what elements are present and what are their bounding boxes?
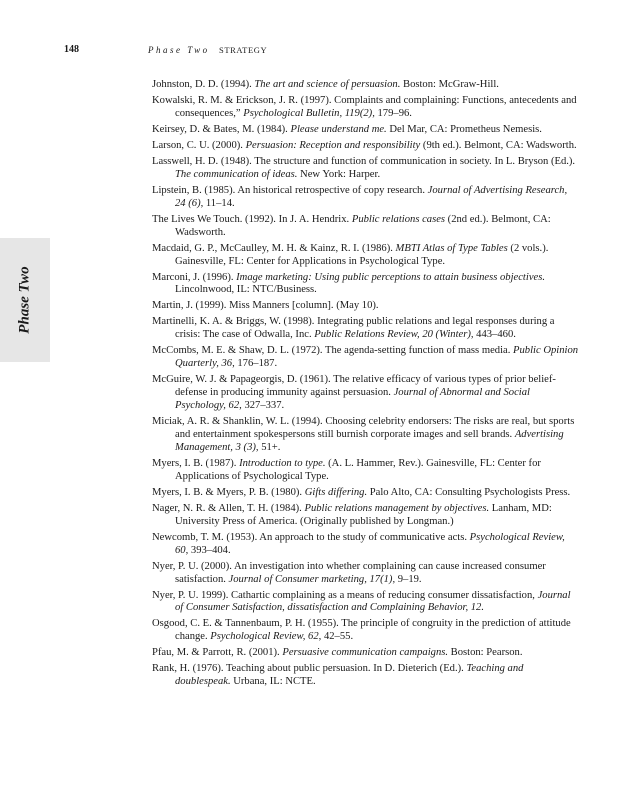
reference-text: Urbana, IL: NCTE.	[230, 676, 316, 688]
reference-text: Boston: McGraw-Hill.	[400, 79, 499, 90]
reference-source-title: Psychological Review, 62,	[210, 631, 322, 643]
reference-text: 179–96.	[374, 107, 412, 119]
page-number: 148	[64, 44, 79, 55]
reference-entry	[152, 503, 579, 529]
reference-source-title: Teaching and doublespeak.	[175, 663, 524, 688]
reference-text: New York: Harper.	[297, 168, 381, 180]
reference-text: (2 vols.). Gainesville, FL: Center for Applications in Psychological Type.	[175, 242, 549, 267]
reference-text: Lincolnwood, IL: NTC/Business.	[175, 284, 317, 296]
reference-text: The Lives We Touch. (1992). In J. A. Hendrix.	[152, 213, 352, 225]
reference-text: 11–14.	[203, 197, 235, 209]
reference-text: 443–460.	[473, 329, 516, 341]
reference-entry	[152, 140, 579, 153]
reference-text: (9th ed.). Belmont, CA: Wadsworth.	[420, 139, 577, 151]
reference-source-title: Journal of Consumer Satisfaction, dissatisfaction and Complaining Behavior, 12.	[175, 589, 571, 614]
reference-entry	[152, 185, 579, 211]
reference-source-title: Gifts differing.	[304, 486, 368, 498]
reference-entry	[152, 345, 579, 371]
reference-entry	[152, 458, 579, 484]
reference-text: Larson, C. U. (2000).	[152, 139, 246, 151]
reference-source-title: Psychological Review, 60,	[175, 531, 565, 556]
reference-text: Boston: Pearson.	[448, 647, 523, 659]
reference-entry	[152, 272, 579, 298]
reference-text: McCombs, M. E. & Shaw, D. L. (1972). The agenda-setting function of mass media.	[152, 345, 514, 357]
reference-entry	[152, 590, 579, 616]
reference-text: Osgood, C. E. & Tannenbaum, P. H. (1955). The principle of congruity in the prediction of attitude change.	[152, 618, 571, 643]
reference-text: Newcomb, T. M. (1953). An approach to the study of communicative acts.	[152, 531, 470, 543]
header-section-title: STRATEGY	[219, 45, 268, 55]
reference-source-title: MBTI Atlas of Type Tables	[395, 242, 508, 254]
reference-entry	[152, 214, 579, 240]
reference-text: Marconi, J. (1996).	[152, 271, 237, 283]
reference-source-title: Public relations cases	[351, 213, 446, 225]
reference-source-title: Journal of Abnormal and Social Psychology, 62,	[175, 387, 530, 412]
reference-text: Del Mar, CA: Prometheus Nemesis.	[386, 123, 542, 135]
reference-entry	[152, 532, 579, 558]
reference-source-title: Persuasive communication campaigns.	[282, 647, 449, 659]
reference-text: Nager, N. R. & Allen, T. H. (1984).	[152, 502, 305, 514]
reference-source-title: The art and science of persuasion.	[254, 79, 401, 90]
reference-text: Lanham, MD: University Press of America. (Originally published by Longman.)	[175, 502, 552, 527]
reference-text: Johnston, D. D. (1994).	[152, 79, 255, 90]
reference-text: Lasswell, H. D. (1948). The structure and function of communication in society. In L. Bryson (Ed.).	[152, 155, 576, 167]
reference-text: Keirsey, D. & Bates, M. (1984).	[152, 123, 291, 135]
reference-entry	[152, 316, 579, 342]
reference-entry	[152, 487, 579, 500]
reference-source-title: The communication of ideas.	[175, 168, 298, 180]
reference-text: Martin, J. (1999). Miss Manners [column]. (May 10).	[152, 300, 379, 312]
reference-text: Miciak, A. R. & Shanklin, W. L. (1994). Choosing celebrity endorsers: The risks are real, but sports and entertainment spokespersons still burnish corporate images and sell brands.	[152, 416, 575, 440]
reference-text: Palo Alto, CA: Consulting Psychologists Press.	[367, 486, 571, 498]
reference-text: Nyer, P. U. 1999). Cathartic complaining as a means of reducing consumer dissatisfaction,	[152, 589, 538, 601]
reference-text: 9–19.	[395, 573, 422, 585]
reference-source-title: Public Opinion Quarterly, 36,	[175, 345, 579, 370]
reference-text: Kowalski, R. M. & Erickson, J. R. (1997). Complaints and complaining: Functions, antecedents and consequences,”	[152, 95, 577, 119]
reference-source-title: Psychological Bulletin, 119(2),	[243, 107, 375, 119]
reference-text: 393–404.	[188, 544, 231, 556]
reference-text: McGuire, W. J. & Papageorgis, D. (1961). The relative efficacy of various types of prior belief-defense in producing immunity against persuasion.	[152, 374, 556, 399]
reference-text: Myers, I. B. (1987).	[152, 457, 240, 469]
reference-text: (A. L. Hammer, Rev.). Gainesville, FL: Center for Applications of Psychological Type.	[175, 457, 541, 482]
reference-text: (2nd ed.). Belmont, CA: Wadsworth.	[175, 213, 551, 238]
reference-text: 327–337.	[241, 400, 285, 412]
reference-entry	[152, 124, 579, 137]
reference-entry	[152, 374, 579, 413]
reference-entry	[152, 416, 579, 455]
reference-entry	[152, 561, 579, 587]
reference-entry	[152, 243, 579, 269]
reference-text: 51+.	[258, 441, 281, 453]
reference-entry	[152, 156, 579, 182]
reference-entry	[152, 300, 579, 313]
reference-source-title: Public relations management by objectives.	[304, 502, 490, 514]
reference-entry	[152, 95, 579, 121]
reference-entry	[152, 647, 579, 660]
running-header	[64, 44, 268, 55]
reference-text: Myers, I. B. & Myers, P. B. (1980).	[152, 486, 305, 498]
reference-entry	[152, 618, 579, 644]
reference-entry	[152, 79, 579, 92]
reference-text: Martinelli, K. A. & Briggs, W. (1998). Integrating public relations and legal responses during a crisis: The case of Odwalla, Inc.	[152, 316, 555, 341]
reference-source-title: Public Relations Review, 20 (Winter),	[314, 329, 474, 341]
reference-source-title: Persuasion: Reception and responsibility	[245, 139, 421, 151]
reference-text: 176–187.	[234, 358, 278, 370]
reference-source-title: Journal of Advertising Research, 24 (6),	[175, 184, 568, 209]
reference-text: Nyer, P. U. (2000). An investigation into whether complaining can cause increased consumer satisfaction.	[152, 560, 546, 585]
reference-source-title: Journal of Consumer marketing, 17(1),	[228, 573, 396, 585]
reference-text: 42–55.	[321, 631, 354, 643]
reference-text: Rank, H. (1976). Teaching about public persuasion. In D. Dieterich (Ed.).	[152, 663, 467, 675]
reference-text: Macdaid, G. P., McCaulley, M. H. & Kainz, R. I. (1986).	[152, 242, 396, 254]
reference-source-title: Advertising Management, 3 (3),	[175, 428, 564, 453]
reference-source-title: Please understand me.	[290, 123, 387, 135]
side-tab-label: Phase Two	[16, 266, 33, 334]
reference-list	[152, 79, 579, 692]
header-phase-title: Phase Two	[148, 45, 210, 55]
reference-text: Pfau, M. & Parrott, R. (2001).	[152, 647, 283, 659]
reference-source-title: Image marketing: Using public perceptions to attain business objectives.	[236, 271, 545, 283]
reference-entry	[152, 663, 579, 689]
reference-text: Lipstein, B. (1985). An historical retrospective of copy research.	[152, 184, 428, 196]
reference-source-title: Introduction to type.	[239, 457, 326, 469]
